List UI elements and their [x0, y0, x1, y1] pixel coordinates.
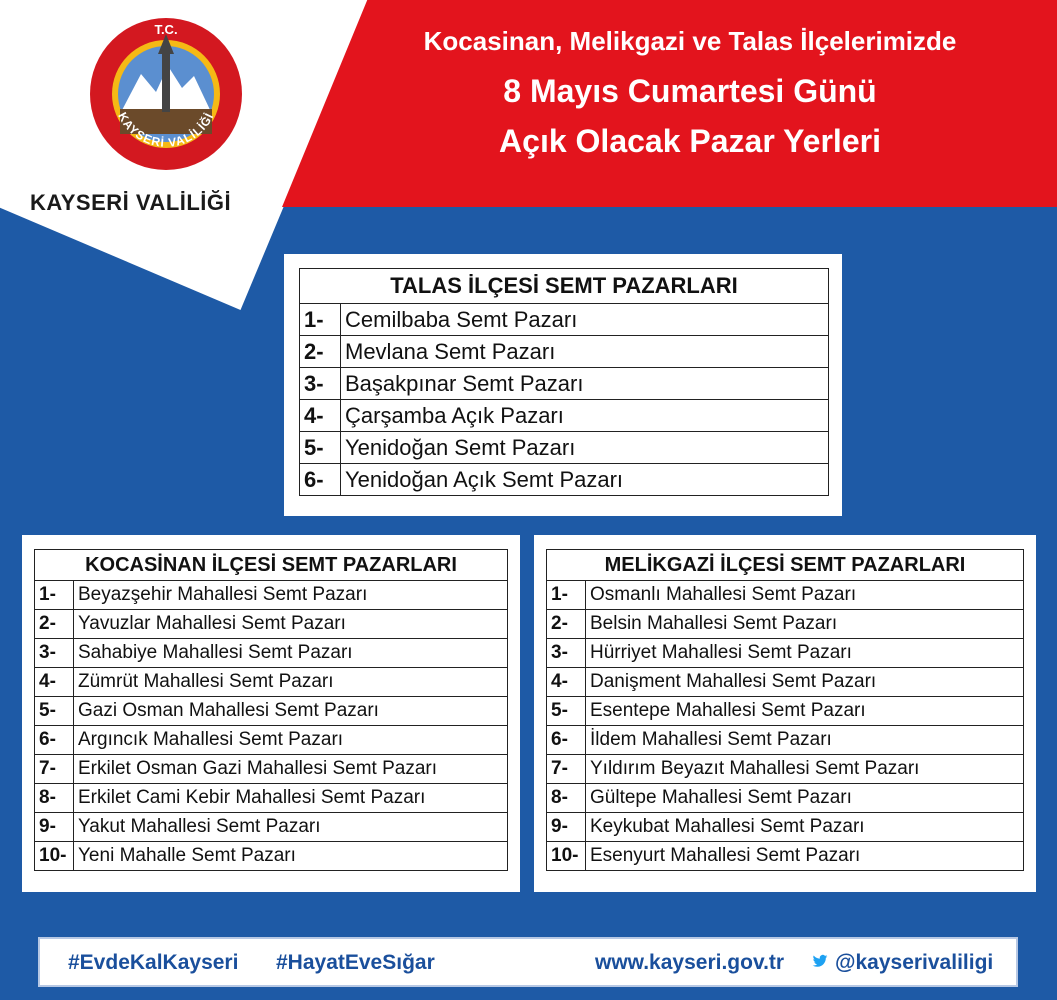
table-row [35, 726, 508, 755]
twitter-bird-icon [812, 951, 828, 975]
svg-text:KAYSERİ VALİLİĞİ: KAYSERİ VALİLİĞİ [115, 109, 217, 150]
table-row [300, 368, 829, 400]
row-number: 1- [547, 581, 586, 610]
talas-table-title: TALAS İLÇESİ SEMT PAZARLARI [300, 269, 829, 304]
logo-caption: KAYSERİ VALİLİĞİ [30, 190, 232, 215]
market-name: Yeni Mahalle Semt Pazarı [74, 842, 508, 871]
talas-panel [284, 254, 842, 516]
table-row [35, 813, 508, 842]
table-row [35, 842, 508, 871]
table-row [547, 842, 1024, 871]
market-name: Yıldırım Beyazıt Mahallesi Semt Pazarı [586, 755, 1024, 784]
table-row [547, 668, 1024, 697]
table-row [547, 697, 1024, 726]
row-number: 2- [300, 336, 341, 368]
row-number: 3- [35, 639, 74, 668]
table-row [547, 639, 1024, 668]
market-name: Mevlana Semt Pazarı [341, 336, 829, 368]
kocasinan-panel [22, 535, 520, 892]
market-name: Erkilet Osman Gazi Mahallesi Semt Pazarı [74, 755, 508, 784]
table-row [547, 784, 1024, 813]
table-row [35, 581, 508, 610]
hashtag-hayatevesigar[interactable]: #HayatEveSığar [276, 951, 435, 974]
row-number: 10- [547, 842, 586, 871]
row-number: 5- [547, 697, 586, 726]
table-row [300, 400, 829, 432]
market-name: Yavuzlar Mahallesi Semt Pazarı [74, 610, 508, 639]
table-row [547, 755, 1024, 784]
row-number: 6- [35, 726, 74, 755]
market-name: Yenidoğan Açık Semt Pazarı [341, 464, 829, 496]
row-number: 6- [547, 726, 586, 755]
market-name: Gazi Osman Mahallesi Semt Pazarı [74, 697, 508, 726]
market-name: Zümrüt Mahallesi Semt Pazarı [74, 668, 508, 697]
market-name: Esenyurt Mahallesi Semt Pazarı [586, 842, 1024, 871]
table-row [35, 697, 508, 726]
header-title [340, 22, 1040, 166]
market-name: Osmanlı Mahallesi Semt Pazarı [586, 581, 1024, 610]
header-line-2: 8 Mayıs Cumartesi Günü [503, 73, 877, 109]
melikgazi-table-title: MELİKGAZİ İLÇESİ SEMT PAZARLARI [547, 550, 1024, 581]
row-number: 3- [300, 368, 341, 400]
market-name: İldem Mahallesi Semt Pazarı [586, 726, 1024, 755]
row-number: 4- [35, 668, 74, 697]
table-row [300, 336, 829, 368]
row-number: 9- [35, 813, 74, 842]
table-row [300, 432, 829, 464]
row-number: 3- [547, 639, 586, 668]
row-number: 10- [35, 842, 74, 871]
row-number: 4- [300, 400, 341, 432]
table-row [35, 784, 508, 813]
kocasinan-market-table [34, 549, 508, 871]
row-number: 7- [35, 755, 74, 784]
table-row [547, 610, 1024, 639]
row-number: 2- [547, 610, 586, 639]
market-name: Belsin Mahallesi Semt Pazarı [586, 610, 1024, 639]
market-name: Esentepe Mahallesi Semt Pazarı [586, 697, 1024, 726]
hashtag-evdekalkayseri[interactable]: #EvdeKalKayseri [68, 951, 239, 974]
row-number: 5- [300, 432, 341, 464]
market-name: Hürriyet Mahallesi Semt Pazarı [586, 639, 1024, 668]
row-number: 6- [300, 464, 341, 496]
row-number: 8- [35, 784, 74, 813]
talas-market-table [299, 268, 829, 496]
header-line-3: Açık Olacak Pazar Yerleri [499, 123, 881, 159]
row-number: 9- [547, 813, 586, 842]
row-number: 7- [547, 755, 586, 784]
table-row [300, 464, 829, 496]
header-line-1: Kocasinan, Melikgazi ve Talas İlçelerimizde [423, 26, 957, 56]
table-row [35, 610, 508, 639]
row-number: 5- [35, 697, 74, 726]
kocasinan-table-title: KOCASİNAN İLÇESİ SEMT PAZARLARI [35, 550, 508, 581]
row-number: 1- [35, 581, 74, 610]
market-name: Yakut Mahallesi Semt Pazarı [74, 813, 508, 842]
kayseri-valiligi-seal-logo [86, 14, 246, 174]
market-name: Keykubat Mahallesi Semt Pazarı [586, 813, 1024, 842]
melikgazi-panel [534, 535, 1036, 892]
footer-bar [38, 937, 1018, 987]
market-name: Yenidoğan Semt Pazarı [341, 432, 829, 464]
twitter-handle-link[interactable]: @kayserivaliligi [835, 951, 994, 974]
table-row [35, 639, 508, 668]
row-number: 2- [35, 610, 74, 639]
row-number: 4- [547, 668, 586, 697]
market-name: Argıncık Mahallesi Semt Pazarı [74, 726, 508, 755]
table-row [35, 755, 508, 784]
market-name: Cemilbaba Semt Pazarı [341, 304, 829, 336]
market-name: Çarşamba Açık Pazarı [341, 400, 829, 432]
market-name: Başakpınar Semt Pazarı [341, 368, 829, 400]
market-name: Gültepe Mahallesi Semt Pazarı [586, 784, 1024, 813]
table-row [547, 813, 1024, 842]
table-row [547, 581, 1024, 610]
table-row [547, 726, 1024, 755]
table-row [35, 668, 508, 697]
website-link[interactable]: www.kayseri.gov.tr [595, 951, 785, 974]
melikgazi-market-table [546, 549, 1024, 871]
table-row [300, 304, 829, 336]
market-name: Danişment Mahallesi Semt Pazarı [586, 668, 1024, 697]
market-name: Erkilet Cami Kebir Mahallesi Semt Pazarı [74, 784, 508, 813]
market-name: Beyazşehir Mahallesi Semt Pazarı [74, 581, 508, 610]
row-number: 1- [300, 304, 341, 336]
market-name: Sahabiye Mahallesi Semt Pazarı [74, 639, 508, 668]
row-number: 8- [547, 784, 586, 813]
svg-text:T.C.: T.C. [154, 22, 178, 37]
